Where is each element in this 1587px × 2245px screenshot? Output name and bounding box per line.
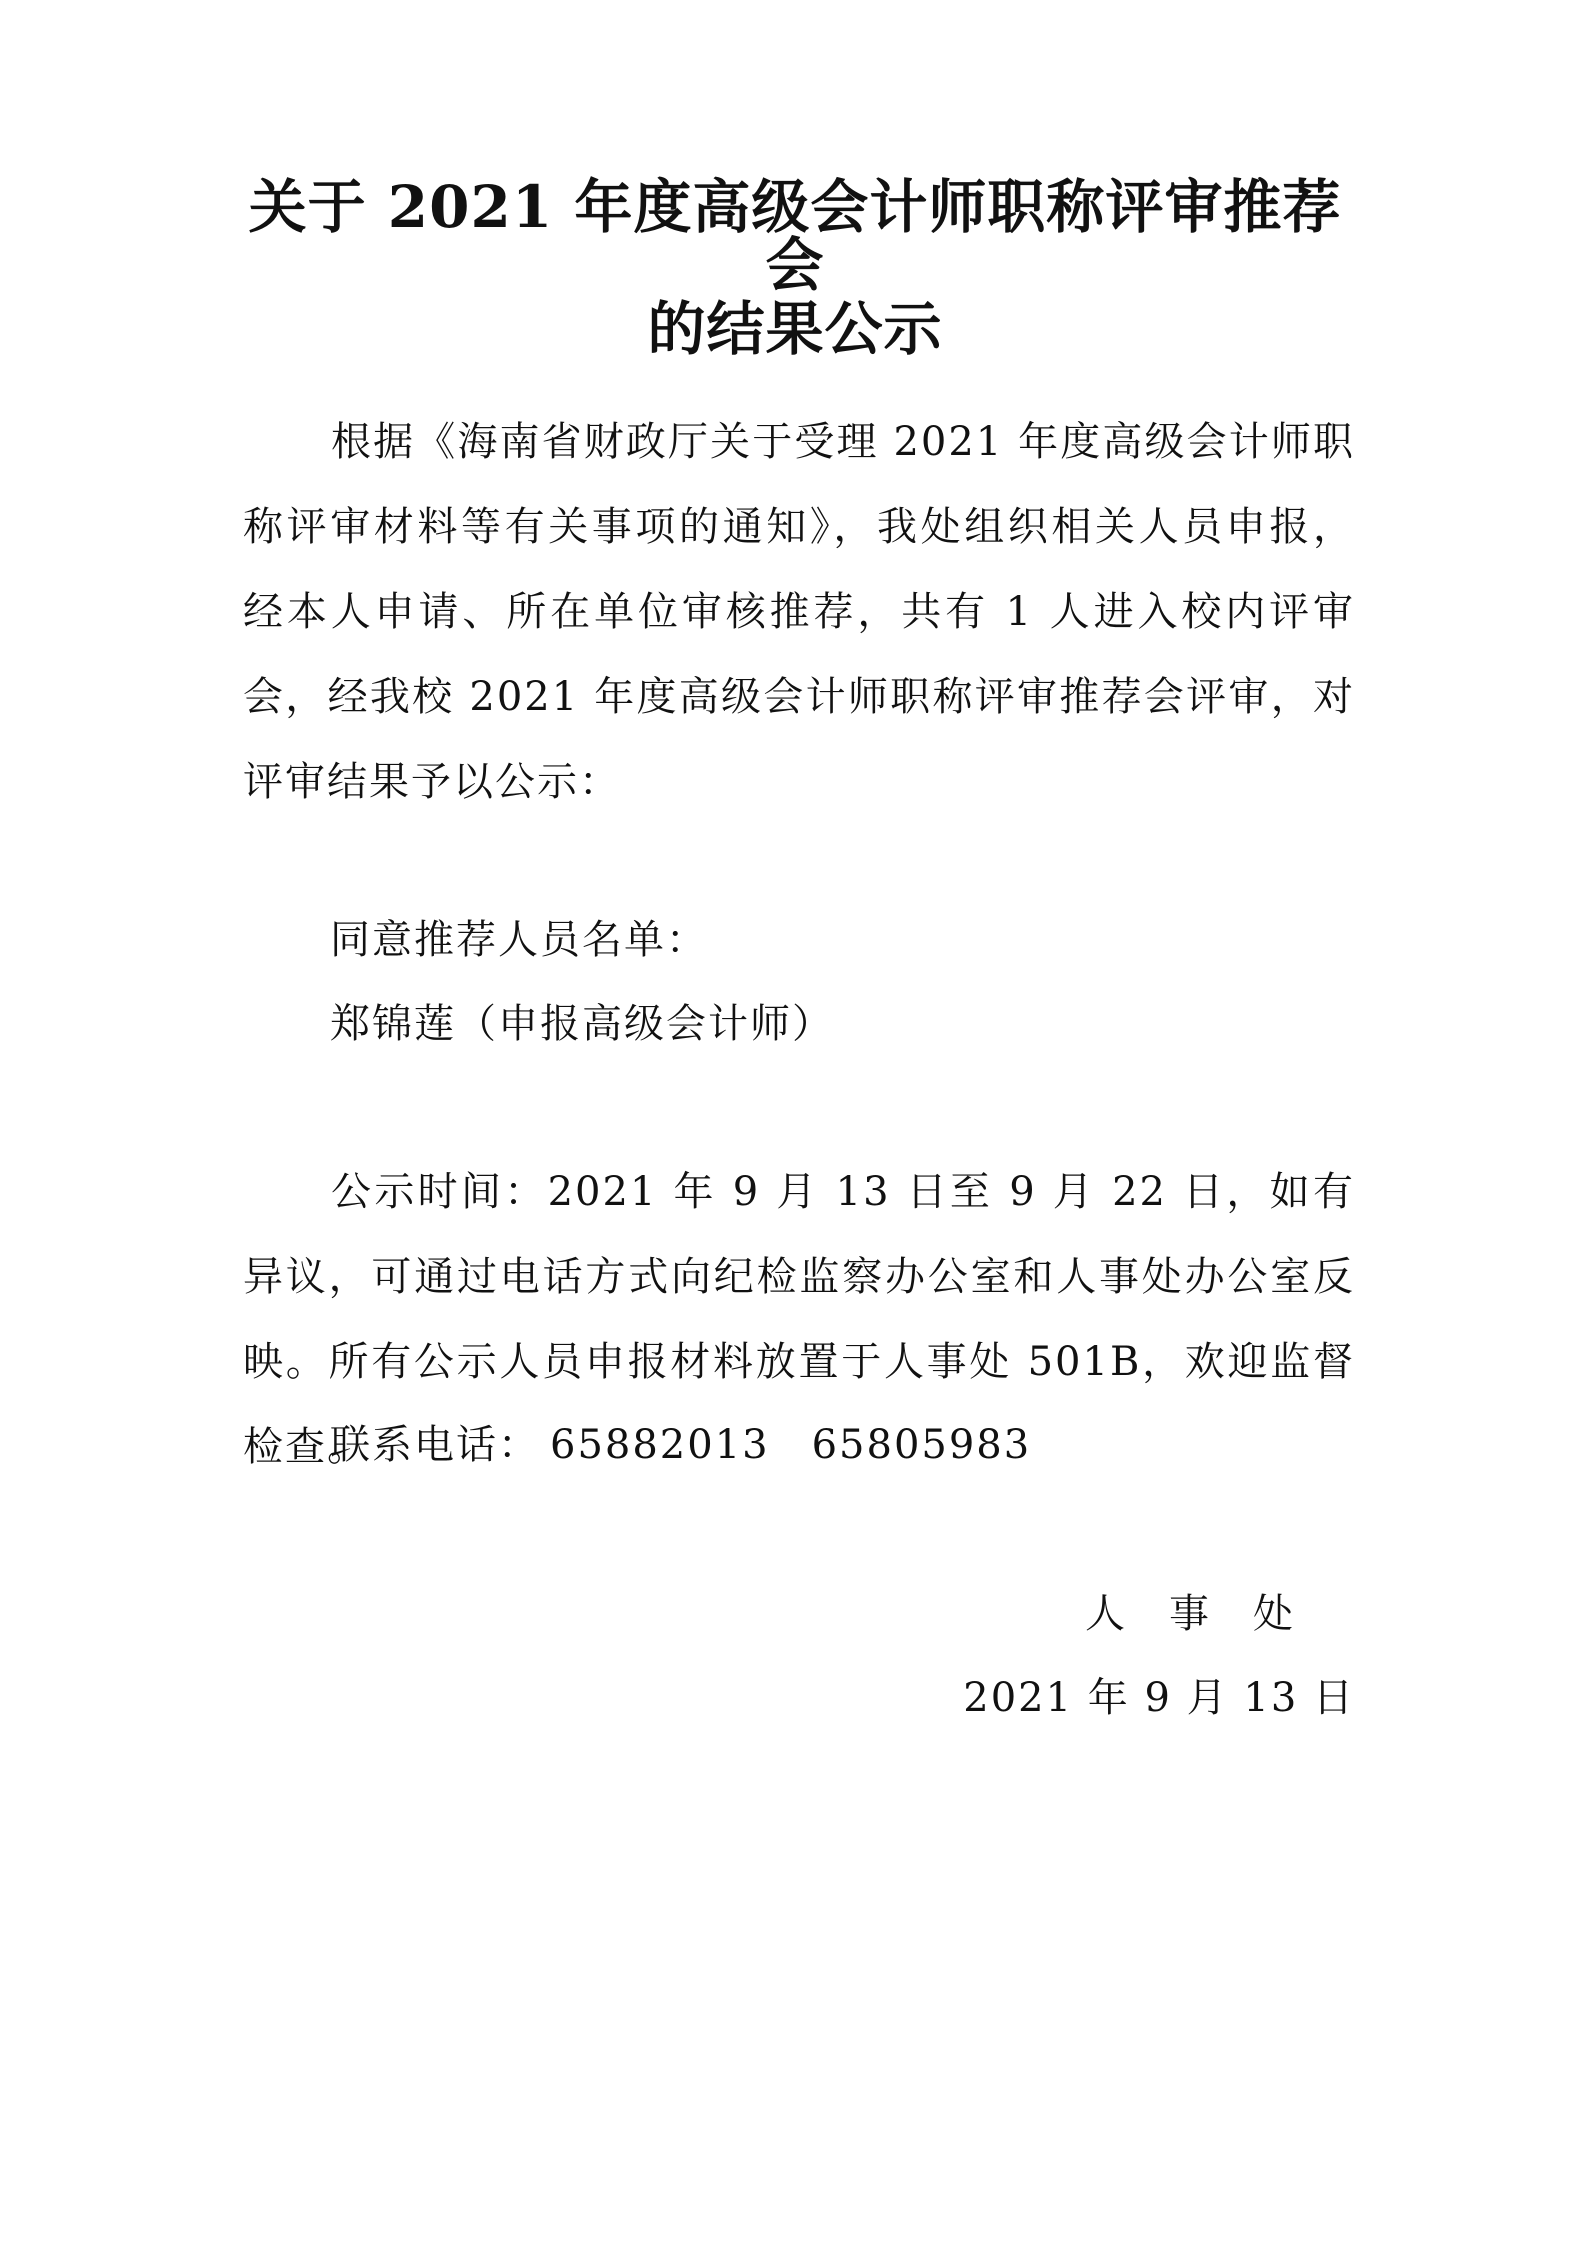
intro-paragraph: 根据《海南省财政厅关于受理 2021 年度高级会计师职称评审材料等有关事项的通知》，我处组织相关人员申报，经本人申请、所在单位审核推荐，共有 1 人进入校内评审会，经我校 2021 年度高级会计师职称评审推荐会评审，对评审结果予以公示：	[243, 419, 1355, 805]
contact-label: 联系电话：	[330, 1422, 540, 1468]
signature-department: 人事处	[1085, 1591, 1337, 1637]
contact-line	[330, 1422, 1032, 1468]
phone-number-2: 65805983	[811, 1422, 1032, 1468]
document-title-line2: 的结果公示	[647, 295, 943, 363]
recommended-person: 郑锦莲（申报高级会计师）	[330, 1001, 834, 1047]
publicity-paragraph: 公示时间：2021 年 9 月 13 日至 9 月 22 日，如有异议，可通过电话方式向纪检监察办公室和人事处办公室反映。所有公示人员申报材料放置于人事处 501B，欢迎监督检查。	[243, 1169, 1355, 1470]
signature-date: 2021 年 9 月 13 日	[963, 1675, 1355, 1721]
recommended-list-title: 同意推荐人员名单：	[330, 917, 708, 963]
document-title-line1: 关于 2021 年度高级会计师职称评审推荐会	[248, 173, 1342, 299]
phone-number-1: 65882013	[550, 1422, 770, 1468]
